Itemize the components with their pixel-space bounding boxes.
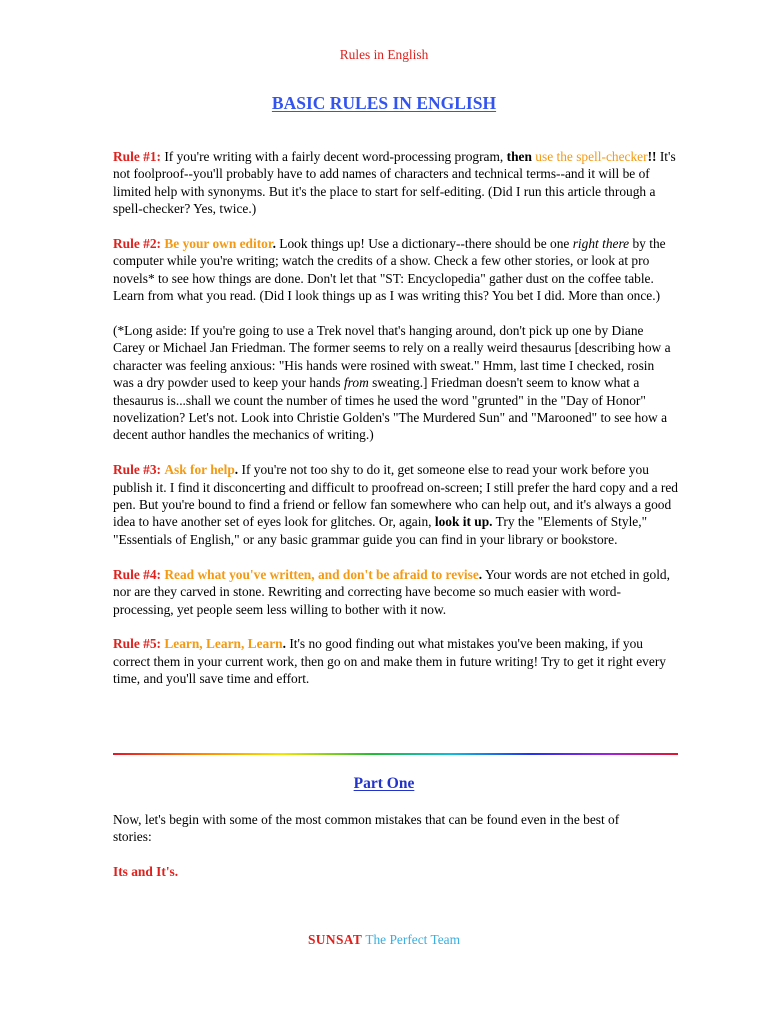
footer-tagline: The Perfect Team xyxy=(365,932,461,947)
rule-5-paragraph xyxy=(113,635,678,687)
rule-1-text-b: It's not foolproof--you'll probably have to add names of characters and technical terms--and it will be of limited help with synonyms. But it's the place to start for self-editing. (Did I run this article through a spell-checker? Yes, twice.) xyxy=(113,149,676,217)
rule-3-dot: . xyxy=(234,462,239,478)
rule-1-exclamation: !! xyxy=(647,149,657,164)
its-and-its-heading: Its and It's. xyxy=(113,864,179,879)
rule-4-highlight: Read what you've written, and don't be afraid to revise xyxy=(164,566,479,582)
rule-5-dot: . xyxy=(282,636,286,652)
rule-3-paragraph xyxy=(113,461,678,548)
rule-2-text-a: Look things up! Use a dictionary--there should be one xyxy=(275,236,573,252)
footer xyxy=(0,931,768,948)
rainbow-divider xyxy=(113,753,678,755)
rule-1-highlight: use the spell-checker xyxy=(535,149,648,164)
rule-3-bold: look it up. xyxy=(434,514,493,530)
rule-4-label: Rule #4: xyxy=(113,566,161,582)
rule-3-label: Rule #3: xyxy=(113,462,161,478)
rule-2-highlight: Be your own editor xyxy=(164,236,273,252)
rule-1-label: Rule #1: xyxy=(113,149,161,164)
rule-5-label: Rule #5: xyxy=(113,636,161,652)
rules-section xyxy=(113,148,678,705)
running-header: Rules in English xyxy=(339,47,429,62)
part-one-intro: Now, let's begin with some of the most common mistakes that can be found even in the best of stories: xyxy=(113,812,620,845)
rule-3-text-a: If you're not too shy to do it, get someone else to read your work before you publish it. I find it disconcerting and difficult to proofread on-screen; I still prefer the hard copy and a red pen. But you're bound to find a friend or fellow fan somewhere who can help out, and it's always a good idea to have another set of eyes look for glitches. Or, again, xyxy=(113,462,678,530)
rule-5-text: It's no good finding out what mistakes you've been making, if you correct them in your current work, then go on and make them in future writing! Try to get it right every time, and you'll save time and effort. xyxy=(113,636,666,687)
rule-3-text-b: Try the "Elements of Style," "Essentials of English," or any basic grammar guide you can find in your library or bookstore. xyxy=(113,514,648,547)
rule-2-emphasis: right there xyxy=(572,236,630,252)
aside-emphasis: from xyxy=(343,375,369,391)
footer-brand: SUNSAT xyxy=(307,932,363,947)
rule-1-then: then xyxy=(506,149,532,164)
rule-4-text: Your words are not etched in gold, nor are they carved in stone. Rewriting and correcting have become so much easier with word-processing, yet people seem less willing to bother with it now. xyxy=(113,566,670,617)
aside-text-a: (*Long aside: If you're going to use a Trek novel that's hanging around, don't pick up one by Diane Carey or Michael Jan Friedman. The former seems to rely on a really weird thesaurus [describing how a character was feeling anxious: "His hands were rosined with sweat." Hmm, last time I checked, rosin was a dry powder used to keep your hands xyxy=(113,323,671,391)
rule-2-label: Rule #2: xyxy=(113,236,161,252)
part-one-heading: Part One xyxy=(353,775,415,792)
long-aside-paragraph xyxy=(113,322,678,444)
rule-5-highlight: Learn, Learn, Learn xyxy=(164,636,283,652)
rule-2-text-b: by the computer while you're writing; watch the credits of a show. Check a few other stories, or look at pro novels* to see how things are done. Don't let that "ST: Encyclopedia" gather dust on the coffee table. Learn from what you read. (Did I look things up as I was writing this? You bet I did. More than once.) xyxy=(113,236,666,304)
rule-4-dot: . xyxy=(478,566,483,582)
rule-1-text-a: If you're writing with a fairly decent word-processing program, xyxy=(160,149,507,164)
document-title: BASIC RULES IN ENGLISH xyxy=(271,93,497,113)
rule-1-paragraph xyxy=(113,148,678,218)
rule-2-dot: . xyxy=(272,236,276,252)
rule-2-paragraph xyxy=(113,235,678,305)
rule-3-highlight: Ask for help xyxy=(164,462,235,478)
rule-4-paragraph xyxy=(113,566,678,618)
aside-text-b: sweating.] Friedman doesn't seem to know what a thesaurus is...shall we count the number of times he used the word "grunted" in the "Day of Honor" novelization? Let's not. Look into Christie Golden's "The Murdered Sun" and "Marooned" to see how a decent author handles the mechanics of writing.) xyxy=(113,375,668,443)
